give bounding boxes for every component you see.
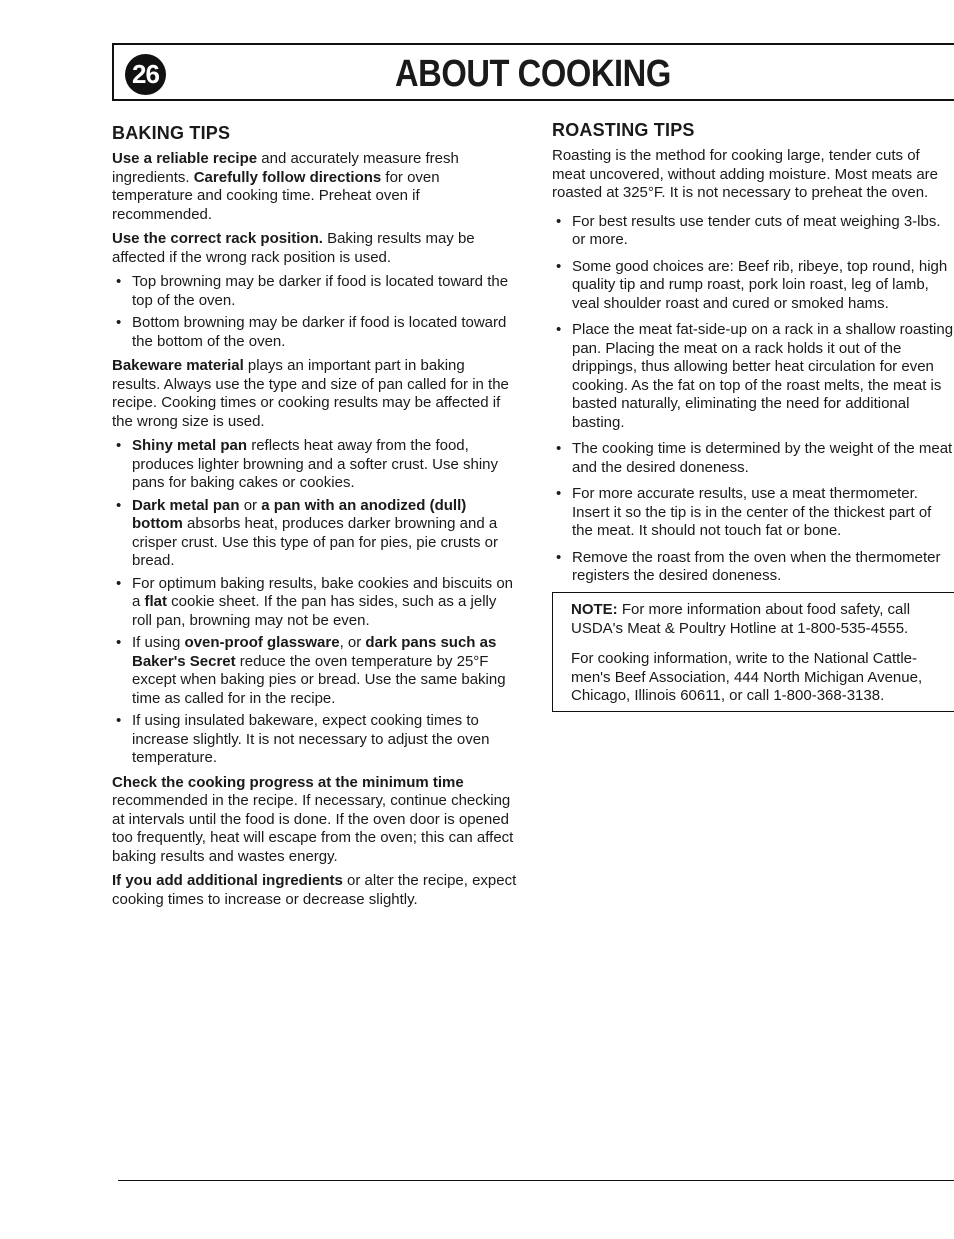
reliable-recipe-paragraph	[112, 150, 517, 224]
emphasis: Bakeware material	[112, 357, 244, 374]
emphasis: a pan with an anodized (dull) bottom	[132, 496, 467, 532]
emphasis: Carefully follow directions	[193, 168, 382, 186]
text: or alter the recipe, expect cooking times to increase or decrease slightly.	[112, 872, 517, 908]
list-item: • Place the meat fat-side-up on a rack in a shallow roasting pan. Placing the meat on a rack holds it out of the drippings, thus allowing better heat circulation for even cooking. As the fat on top of the roast melts, the meat is basted naturally, eliminating the need for additional basting.	[552, 321, 954, 432]
text: for oven temperature and cooking time. Preheat oven if recommended.	[112, 168, 440, 223]
emphasis: dark pans such as Baker's Secret	[132, 634, 497, 670]
roasting-tips-column	[552, 119, 954, 594]
text: reduce the oven temperature by 25°F except when baking pies or bread. Use the same baking time as called for in the recipe.	[132, 652, 506, 707]
list-item	[112, 437, 517, 493]
note-paragraph	[571, 601, 944, 638]
emphasis: Dark metal pan	[132, 496, 240, 514]
list-item: • Some good choices are: Beef rib, ribeye, top round, high quality tip and rump roast, pork loin roast, leg of lamb, veal shoulder roast and cured or smoked hams.	[552, 258, 954, 314]
emphasis: Use the correct rack position.	[112, 230, 323, 247]
additional-ingredients-paragraph	[112, 872, 517, 909]
text: cookie sheet. If the pan has sides, such as a jelly roll pan, browning may not be even.	[132, 593, 497, 629]
cooking-progress-paragraph	[112, 774, 517, 867]
bakeware-paragraph	[112, 357, 517, 431]
contact-paragraph: For cooking information, write to the National Cattle-men's Beef Association, 444 North Michigan Avenue, Chicago, Illinois 60611, or call 1-800-368-3138.	[571, 650, 923, 704]
roasting-intro-paragraph: Roasting is the method for cooking large, tender cuts of meat uncovered, without adding moisture. Most meats are roasted at 325°F. It is not necessary to preheat the oven.	[552, 147, 939, 201]
list-item	[112, 575, 517, 631]
list-item	[112, 497, 517, 571]
text: or	[239, 496, 262, 514]
rack-position-paragraph	[112, 230, 517, 267]
emphasis: If you add additional ingredients	[112, 872, 343, 889]
header-rule	[112, 99, 954, 101]
text: recommended in the recipe. If necessary, continue checking at intervals until the food is done. If the oven door is opened too frequently, heat will escape from the oven; this can affect baking results and wastes energy.	[112, 792, 514, 865]
note-label: NOTE:	[571, 601, 618, 618]
emphasis: flat	[144, 593, 168, 610]
footer-rule	[118, 1180, 954, 1181]
baking-tips-column	[112, 122, 517, 915]
text: For optimum baking results, bake cookies and biscuits on a	[132, 574, 514, 610]
page-title: ABOUT COOKING	[395, 53, 671, 95]
emphasis: Shiny metal pan	[132, 437, 248, 454]
list-item: • Remove the roast from the oven when the thermometer registers the desired doneness.	[552, 549, 954, 586]
bakeware-bullet-list	[112, 437, 517, 768]
roasting-bullet-list	[552, 213, 954, 586]
list-item: • The cooking time is determined by the weight of the meat and the desired doneness.	[552, 440, 954, 477]
text: plays an important part in baking results. Always use the type and size of pan called for in the recipe. Cooking times or cooking results may be affected if the wrong size is used.	[112, 357, 509, 430]
text: Baking results may be affected if the wrong rack position is used.	[112, 230, 475, 266]
text: and accurately measure fresh ingredients.	[112, 150, 459, 186]
page-number-badge: 26	[125, 54, 166, 95]
list-item: • For best results use tender cuts of meat weighing 3-lbs. or more.	[552, 213, 954, 250]
list-item: • Bottom browning may be darker if food is located toward the bottom of the oven.	[112, 314, 517, 351]
emphasis: oven-proof glassware	[184, 634, 340, 651]
list-item: • Top browning may be darker if food is located toward the top of the oven.	[112, 273, 517, 310]
roasting-tips-heading: ROASTING TIPS	[552, 120, 695, 140]
text: If using insulated bakeware, expect cooking times to increase slightly. It is not necessary to adjust the oven temperature.	[132, 712, 490, 766]
note-box	[552, 592, 954, 712]
note-text: For more information about food safety, call USDA's Meat & Poultry Hotline at 1-800-535-4555.	[571, 601, 911, 637]
list-item: • For more accurate results, use a meat thermometer. Insert it so the tip is in the center of the thickest part of the meat. It should not touch fat or bone.	[552, 485, 954, 541]
emphasis: Check the cooking progress at the minimum time	[112, 773, 464, 791]
rack-bullet-list	[112, 273, 517, 351]
text: If using	[132, 634, 185, 651]
text: reflects heat away from the food, produces lighter browning and a softer crust. Use shiny pans for baking cakes or cookies.	[132, 437, 499, 491]
list-item	[112, 634, 517, 708]
text: absorbs heat, produces darker browning and a crisper crust. Use this type of pan for pies, pie crusts or bread.	[132, 515, 498, 569]
text: , or	[339, 634, 366, 651]
baking-tips-heading: BAKING TIPS	[112, 123, 231, 143]
emphasis: Use a reliable recipe	[112, 150, 258, 167]
list-item	[112, 712, 517, 768]
